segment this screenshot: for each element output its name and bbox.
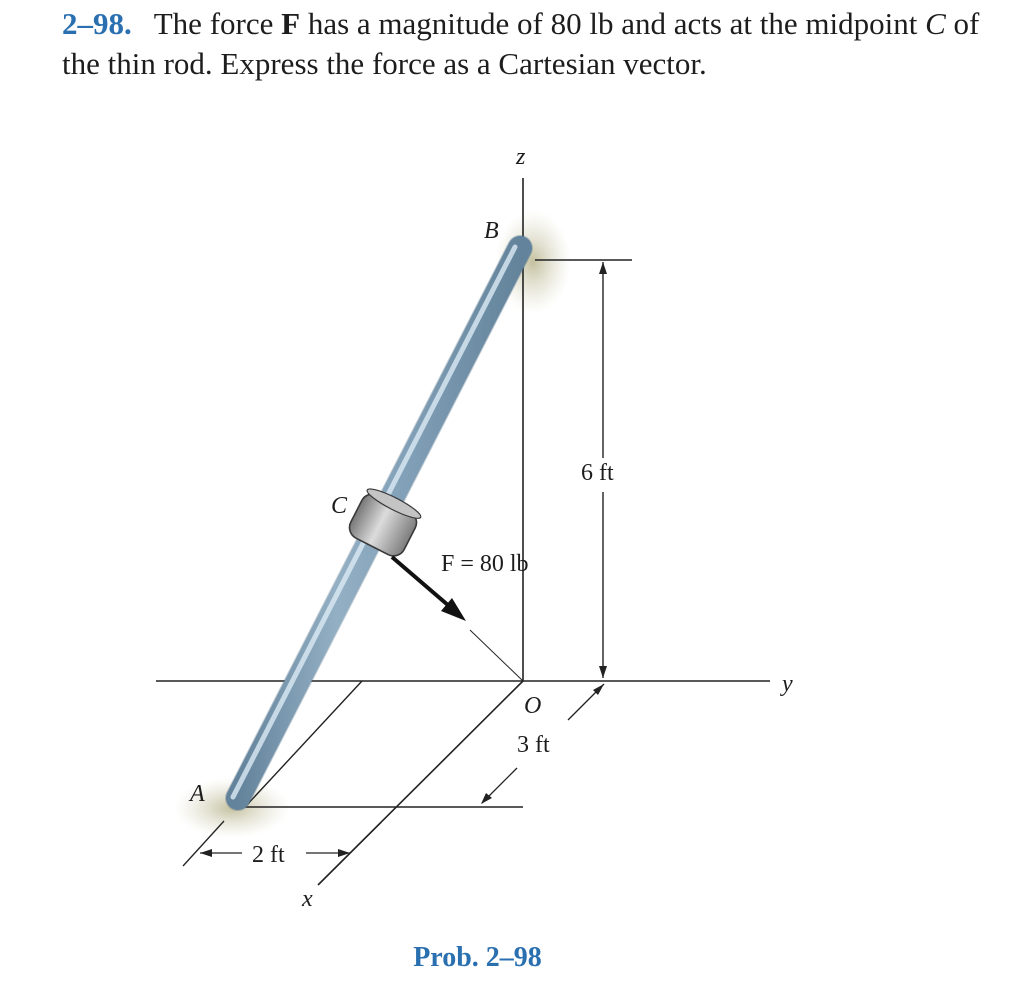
z-axis-label: z xyxy=(516,144,526,170)
force-symbol: F xyxy=(281,6,301,41)
force-label: F = 80 lb xyxy=(441,551,529,577)
dimension-3ft: 3 ft xyxy=(517,732,550,758)
problem-text-start: The force xyxy=(153,6,282,41)
dimension-2ft: 2 ft xyxy=(252,842,285,868)
dimension-6ft: 6 ft xyxy=(581,460,614,486)
problem-number: 2–98. xyxy=(62,6,132,41)
point-symbol: C xyxy=(925,6,946,41)
figure-caption: Prob. 2–98 xyxy=(413,942,542,973)
point-a-label: A xyxy=(190,781,205,807)
force-line-of-action xyxy=(470,630,523,681)
problem-text-mid: has a magnitude of 80 lb and acts at the midpoint xyxy=(300,6,926,41)
dim-6ft-arrow-bottom xyxy=(599,666,607,678)
origin-label: O xyxy=(524,693,542,719)
problem-text-end: of the thin rod. Express the force as a Cartesian vector. xyxy=(62,6,980,81)
x-axis xyxy=(318,681,523,885)
y-axis-label: y xyxy=(782,671,793,697)
point-b-label: B xyxy=(484,218,499,244)
x-axis-label: x xyxy=(302,886,313,912)
dim-2ft-arrow-left xyxy=(200,849,212,857)
dim-6ft-arrow-top xyxy=(599,262,607,274)
point-c-label: C xyxy=(331,493,348,519)
